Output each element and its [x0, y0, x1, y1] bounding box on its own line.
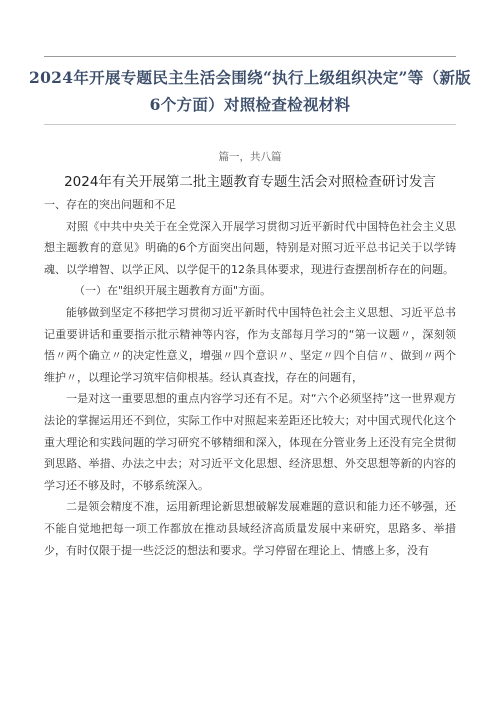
- body-paragraph: 能够做到坚定不移把学习贯彻习近平新时代中国特色社会主义思想、习近平总书记重要讲话和重要指示批示精神等内容，作为支部每月学习的“第一议题〃，深刻领悟〃两个确立〃的决定性意义，增强〃四个意识〃、坚定〃四个自信〃、做到〃两个维护〃，以理论学习筑牢信仰根基。经认真查找，存在的问题有，: [44, 305, 456, 384]
- document-title: 2024年开展专题民主生活会围绕“执行上级组织决定”等（新版6个方面）对照检查检视材料: [29, 68, 471, 114]
- speech-title: 2024年有关开展第二批主题教育专题生活会对照检查研讨发言: [64, 174, 436, 190]
- subsection-heading: （一）在"组织开展主题教育方面"方面。: [74, 284, 272, 298]
- part-label: 篇一，共八篇: [218, 151, 282, 163]
- document-body: [44, 194, 456, 561]
- section-heading: 一、存在的突出问题和不足: [44, 198, 176, 211]
- body-paragraph: 二是领会精度不准，运用新理论新思想破解发展难题的意识和能力还不够强，还不能自觉地把每一项工作都放在推动县域经济高质量发展中来研究，思路多、举措少，有时仅限于提一些泛泛的想法和要求。学习停留在理论上、情感上多，没有: [44, 500, 456, 557]
- body-paragraph: 对照《中共中央关于在全党深入开展学习贯彻习近平新时代中国特色社会主义思想主题教育的意见》明确的6个方面突出问题，特别是对照习近平总书记关于以学铸魂、以学增智、以学正风、以学促干的12条具体要求，现进行查摆剖析存在的问题。: [44, 219, 456, 276]
- title-divider: [44, 124, 456, 125]
- top-divider: [44, 56, 456, 57]
- body-paragraph: 一是对这一重要思想的重点内容学习还有不足。对“六个必须坚持”这一世界观方法论的掌握运用还不到位，实际工作中对照起来差距还比较大；对中国式现代化这个重大理论和实践问题的学习研究不够精细和深入，体现在分管业务上还没有完全贯彻到思路、举措、办法之中去；对习近平文化思想、经济思想、外交思想等新的内容的学习还不够及时，不够系统深入。: [44, 392, 456, 492]
